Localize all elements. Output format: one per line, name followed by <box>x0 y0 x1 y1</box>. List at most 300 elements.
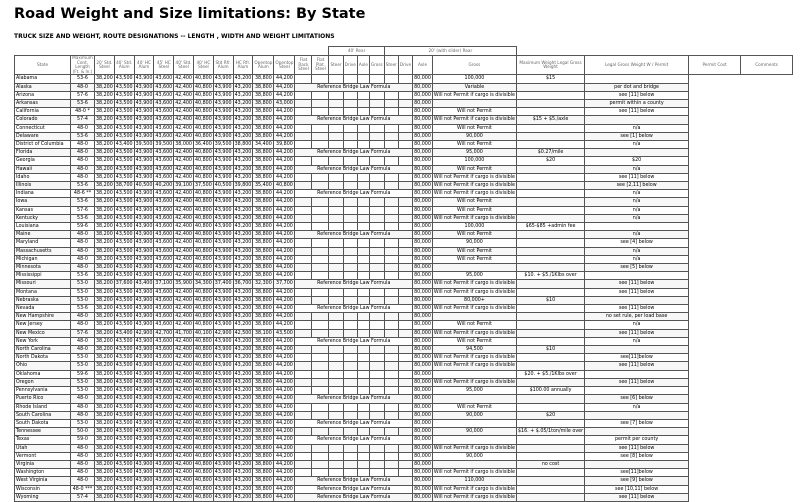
table-cell: 42,400 <box>175 117 192 123</box>
table-cell: 43,600 <box>155 322 173 328</box>
table-cell <box>517 477 585 485</box>
table-cell: 38,200 <box>96 215 113 221</box>
table-cell <box>329 370 343 378</box>
table-cell: 48-0 <box>71 141 95 149</box>
table-cell: 59-6 <box>71 223 95 231</box>
table-row <box>15 214 793 222</box>
table-cell: see [11] below <box>585 173 689 181</box>
table-cell: 43,900 <box>214 379 232 385</box>
table-cell <box>295 362 312 370</box>
table-cell: 38,800 <box>253 247 274 255</box>
table-row <box>15 116 793 124</box>
table-cell <box>384 91 398 99</box>
table-cell: 42,400 <box>175 429 192 435</box>
table-cell <box>384 288 398 296</box>
table-cell <box>312 214 329 222</box>
table-cell: 38,200 <box>96 142 113 147</box>
table-cell <box>312 469 329 477</box>
table-cell: 43,600 <box>155 371 173 377</box>
table-cell <box>329 99 343 107</box>
table-cell: 43,900 <box>214 84 232 90</box>
table-cell: 39,500 <box>155 142 173 147</box>
table-cell: 43,200 <box>234 486 252 492</box>
table-cell: 42,400 <box>175 297 192 303</box>
state-cell: District of Columbia <box>15 141 71 149</box>
table-cell: see [1] below <box>585 132 689 140</box>
table-cell <box>517 173 585 181</box>
column-header: Flat Plat. Steel <box>312 56 329 75</box>
table-cell <box>517 444 585 452</box>
table-cell: 38,800 <box>253 149 274 157</box>
table-cell <box>384 206 398 214</box>
table-cell: 43,900 <box>135 371 153 377</box>
table-cell: 40,800 <box>194 470 212 476</box>
table-cell: 43,500 <box>115 92 133 98</box>
table-cell: 40,800 <box>194 347 212 353</box>
table-cell: 40,800 <box>194 453 212 459</box>
state-cell: Pennsylvania <box>15 387 71 395</box>
table-cell: see [4] below <box>585 239 689 247</box>
table-cell: n/a <box>585 255 689 263</box>
table-cell <box>517 247 585 255</box>
table-cell: 43,900 <box>214 388 232 394</box>
table-cell <box>312 444 329 452</box>
table-cell <box>357 223 369 231</box>
table-cell <box>329 313 343 321</box>
table-cell: 38,200 <box>96 371 113 377</box>
table-cell <box>295 198 312 206</box>
table-cell: 38,800 <box>253 370 274 378</box>
table-cell <box>357 387 369 395</box>
table-cell: 43,900 <box>135 314 153 320</box>
table-cell: 43,600 <box>155 470 173 476</box>
table-cell: 80,000 <box>414 273 431 279</box>
table-row <box>15 141 793 149</box>
table-cell: 43,900 <box>135 125 153 131</box>
column-header: HC Rfr. Alum <box>233 56 253 75</box>
table-cell <box>357 157 369 165</box>
table-cell <box>369 354 384 362</box>
table-cell: Reference Bridge Law Formula <box>295 190 413 198</box>
table-cell: 90,000 <box>432 132 516 140</box>
column-header: Gross <box>432 56 516 75</box>
table-cell: 43,500 <box>115 363 133 369</box>
table-cell <box>343 91 357 99</box>
table-cell <box>312 329 329 337</box>
table-row <box>15 444 793 452</box>
table-cell: 43,600 <box>155 363 173 369</box>
table-row <box>15 346 793 354</box>
state-cell: Virginia <box>15 460 71 468</box>
table-cell <box>295 387 312 395</box>
table-row <box>15 108 793 116</box>
table-cell: 43,500 <box>115 420 133 426</box>
table-cell: $100.00 annually <box>517 387 585 395</box>
table-cell: Reference Bridge Law Formula <box>295 493 413 501</box>
table-cell: Reference Bridge Law Formula <box>295 436 413 444</box>
table-cell: 43,900 <box>214 158 232 164</box>
table-cell <box>585 149 689 157</box>
table-cell: 37,700 <box>274 280 295 288</box>
table-cell <box>312 264 329 272</box>
table-cell: 42,400 <box>175 248 192 254</box>
table-cell <box>329 141 343 149</box>
table-cell <box>295 288 312 296</box>
table-cell: 43,900 <box>135 224 153 230</box>
table-cell: 53-0 <box>71 296 95 304</box>
table-cell: 40,800 <box>194 174 212 180</box>
table-cell: 80,000 <box>414 174 431 180</box>
table-cell: 95,000 <box>432 272 516 280</box>
table-cell: 44,200 <box>274 296 295 304</box>
table-cell <box>517 403 585 411</box>
table-cell: 80,000 <box>414 338 431 344</box>
table-row <box>15 469 793 477</box>
table-cell: 43,600 <box>155 199 173 205</box>
table-cell <box>384 362 398 370</box>
table-cell <box>357 354 369 362</box>
table-cell: 42,400 <box>175 371 192 377</box>
table-cell: 43,600 <box>155 314 173 320</box>
table-cell: $16. + $.05/1ton/mile over <box>518 429 584 435</box>
table-cell: 44,200 <box>274 354 295 362</box>
table-cell: Will not Permit if cargo is divisible <box>433 379 515 385</box>
table-cell: 38,200 <box>96 232 113 238</box>
table-cell: 38,200 <box>96 461 113 467</box>
table-cell <box>295 124 312 132</box>
table-cell: 44,200 <box>274 411 295 419</box>
table-cell: 95,000 <box>432 387 516 395</box>
table-cell: 40,800 <box>194 150 212 156</box>
table-row <box>15 157 793 165</box>
table-cell <box>343 370 357 378</box>
table-cell: 40,800 <box>194 199 212 205</box>
table-cell <box>369 173 384 181</box>
table-cell: 44,200 <box>274 91 295 99</box>
table-row <box>15 190 793 198</box>
table-cell: 40,800 <box>194 314 212 320</box>
table-cell: 43,600 <box>155 109 173 115</box>
table-cell <box>329 239 343 247</box>
table-cell: 38,200 <box>96 379 113 385</box>
table-cell <box>329 329 343 337</box>
table-cell: 43,200 <box>234 478 252 484</box>
table-cell <box>384 411 398 419</box>
table-cell <box>343 173 357 181</box>
table-cell: 43,900 <box>135 420 153 426</box>
table-cell <box>398 444 412 452</box>
table-cell <box>369 124 384 132</box>
table-cell: 43,900 <box>214 371 232 377</box>
table-cell: 43,200 <box>234 248 252 254</box>
table-cell <box>517 124 585 132</box>
table-cell: 80,000+ <box>432 296 516 304</box>
table-cell <box>369 329 384 337</box>
table-cell: 43,500 <box>115 166 133 172</box>
table-cell <box>517 132 585 140</box>
table-cell: 43,500 <box>115 453 133 459</box>
table-cell: no cost <box>517 460 585 468</box>
table-cell: 43,500 <box>115 76 133 82</box>
table-cell: 38,200 <box>96 158 113 164</box>
table-row <box>15 165 793 173</box>
table-cell: 44,200 <box>274 403 295 411</box>
table-cell: 43,900 <box>214 445 232 451</box>
table-cell: 43,200 <box>234 461 252 467</box>
table-cell: 38,200 <box>96 363 113 369</box>
table-cell <box>357 428 369 436</box>
table-cell: 40,800 <box>194 429 212 435</box>
table-cell: 38,800 <box>253 75 274 83</box>
table-cell: 43,600 <box>155 379 173 385</box>
table-cell <box>343 346 357 354</box>
table-cell: 42,400 <box>175 338 192 344</box>
table-cell <box>517 141 585 149</box>
table-cell: 48-0 <box>71 83 95 91</box>
table-row <box>15 428 793 436</box>
table-cell: 80,000 <box>414 166 431 172</box>
table-cell <box>398 124 412 132</box>
table-cell: 35,400 <box>253 182 274 190</box>
table-cell: n/a <box>585 124 689 132</box>
table-cell: 42,400 <box>175 174 192 180</box>
table-cell: 43,900 <box>135 396 153 402</box>
table-cell <box>329 378 343 386</box>
table-cell <box>384 296 398 304</box>
table-cell: 40,800 <box>194 404 212 410</box>
table-cell <box>369 460 384 468</box>
table-cell: 40,800 <box>194 396 212 402</box>
table-cell: 40,800 <box>194 265 212 271</box>
table-cell: 43,900 <box>135 100 153 106</box>
table-cell: 42,400 <box>175 470 192 476</box>
table-cell: 43,600 <box>155 248 173 254</box>
table-cell: Reference Bridge Law Formula <box>295 477 413 485</box>
table-cell <box>369 214 384 222</box>
table-cell: 40,100 <box>194 330 212 336</box>
table-cell: 38,200 <box>96 109 113 115</box>
table-cell: n/a <box>585 247 689 255</box>
table-cell <box>329 469 343 477</box>
table-cell: 44,200 <box>274 477 295 485</box>
table-cell: 43,900 <box>135 166 153 172</box>
table-cell: 40,800 <box>194 109 212 115</box>
table-cell <box>295 411 312 419</box>
table-cell: n/a <box>585 141 689 149</box>
table-cell <box>295 206 312 214</box>
table-cell: 43,900 <box>214 166 232 172</box>
table-cell <box>343 296 357 304</box>
table-cell: 43,900 <box>214 150 232 156</box>
table-cell: Will not Permit if cargo is divisible <box>433 117 515 123</box>
table-cell: 38,200 <box>96 470 113 476</box>
table-cell: 40,800 <box>194 371 212 377</box>
table-cell: see [11] below <box>585 378 689 386</box>
table-cell: 80,000 <box>414 306 431 312</box>
table-cell: 43,900 <box>214 224 232 230</box>
table-cell: 38,800 <box>253 378 274 386</box>
table-cell: 43,600 <box>155 240 173 246</box>
table-row <box>15 411 793 419</box>
table-cell: 48-0 *** <box>71 485 95 493</box>
table-cell: 80,000 <box>414 117 431 123</box>
table-cell <box>312 428 329 436</box>
table-cell: 43,200 <box>234 76 252 82</box>
table-cell: 44,200 <box>274 378 295 386</box>
table-cell: 40,800 <box>194 363 212 369</box>
table-cell: 43,900 <box>214 396 232 402</box>
table-cell: 53-6 <box>71 75 95 83</box>
table-cell <box>343 460 357 468</box>
table-cell: 38,800 <box>253 206 274 214</box>
table-cell <box>585 428 689 436</box>
table-cell: 43,500 <box>115 478 133 484</box>
table-cell: 43,200 <box>234 166 252 172</box>
table-cell: see [11] below <box>585 444 689 452</box>
table-cell: 43,900 <box>135 388 153 394</box>
table-cell: 42,400 <box>175 355 192 361</box>
table-cell: 80,000 <box>414 420 431 426</box>
table-cell <box>343 428 357 436</box>
table-cell: 43,900 <box>135 338 153 344</box>
table-cell <box>329 91 343 99</box>
table-cell: 40,800 <box>194 437 212 443</box>
table-cell: 43,500 <box>115 191 133 197</box>
state-cell: Utah <box>15 444 71 452</box>
table-cell: $0.27/mile <box>517 149 585 157</box>
table-cell: 42,400 <box>175 478 192 484</box>
table-cell: 44,200 <box>274 485 295 493</box>
table-cell <box>398 296 412 304</box>
table-row <box>15 223 793 231</box>
table-cell: 42,400 <box>175 461 192 467</box>
table-cell <box>343 411 357 419</box>
table-cell: 80,000 <box>414 207 431 213</box>
table-cell: 43,900 <box>135 158 153 164</box>
table-cell <box>329 198 343 206</box>
table-cell: 43,900 <box>214 207 232 213</box>
table-cell: 43,600 <box>155 191 173 197</box>
column-header: 40' HC Alum <box>134 56 154 75</box>
table-cell: Reference Bridge Law Formula <box>295 165 413 173</box>
table-cell: $20 <box>585 157 689 165</box>
table-cell <box>398 469 412 477</box>
table-cell: 43,900 <box>214 404 232 410</box>
table-cell <box>517 108 585 116</box>
table-cell <box>329 272 343 280</box>
table-cell: 43,900 <box>214 420 232 426</box>
state-cell: West Virginia <box>15 477 71 485</box>
table-cell: 43,600 <box>155 289 173 295</box>
table-cell: 80,000 <box>414 355 431 361</box>
table-cell: 43,500 <box>115 174 133 180</box>
table-cell <box>585 460 689 468</box>
table-cell: 43,200 <box>234 412 252 418</box>
table-cell: 38,800 <box>253 255 274 263</box>
table-row <box>15 182 793 190</box>
table-cell <box>312 321 329 329</box>
table-cell: 43,900 <box>214 453 232 459</box>
table-cell: 43,900 <box>135 429 153 435</box>
state-cell: Puerto Rico <box>15 395 71 403</box>
table-row <box>15 493 793 501</box>
table-cell: 43,900 <box>135 256 153 262</box>
table-cell: 42,400 <box>175 314 192 320</box>
table-cell: 43,200 <box>234 379 252 385</box>
table-cell <box>517 280 585 288</box>
table-cell <box>295 370 312 378</box>
table-cell: 44,200 <box>274 75 295 83</box>
table-cell: 43,500 <box>115 306 133 312</box>
table-cell: 42,400 <box>175 306 192 312</box>
table-cell: 38,200 <box>96 445 113 451</box>
table-cell: 40,800 <box>194 388 212 394</box>
table-cell: 40,800 <box>194 256 212 262</box>
table-cell: 38,200 <box>96 166 113 172</box>
table-cell: 43,200 <box>234 215 252 221</box>
table-cell <box>369 206 384 214</box>
table-cell: 43,900 <box>135 322 153 328</box>
table-cell <box>357 469 369 477</box>
state-cell: Montana <box>15 288 71 296</box>
table-row <box>15 231 793 239</box>
table-cell <box>295 354 312 362</box>
table-cell: 42,400 <box>175 240 192 246</box>
table-cell <box>343 198 357 206</box>
table-cell: 38,200 <box>96 248 113 254</box>
table-cell: 43,500 <box>115 437 133 443</box>
table-cell: 43,200 <box>234 314 252 320</box>
table-cell: Reference Bridge Law Formula <box>295 149 413 157</box>
table-cell: 43,900 <box>214 117 232 123</box>
table-cell <box>517 99 585 107</box>
table-cell: Will not Permit if cargo is divisible <box>433 215 515 221</box>
table-cell <box>384 239 398 247</box>
table-cell <box>369 444 384 452</box>
table-row <box>15 149 793 157</box>
table-cell: 48-0 <box>71 231 95 239</box>
table-cell <box>295 132 312 140</box>
state-cell: New Mexico <box>15 329 71 337</box>
state-cell: Delaware <box>15 132 71 140</box>
table-cell: 43,000 <box>274 99 295 107</box>
table-cell <box>312 223 329 231</box>
table-cell: Will not Permit if cargo is divisible <box>433 330 515 336</box>
table-cell <box>369 272 384 280</box>
table-cell: 40,800 <box>194 461 212 467</box>
table-cell: 80,000 <box>414 158 431 164</box>
table-cell <box>585 411 689 419</box>
table-cell: 43,900 <box>135 470 153 476</box>
table-cell <box>369 108 384 116</box>
table-cell <box>369 387 384 395</box>
table-cell: 43,600 <box>155 273 173 279</box>
table-cell: 48-0 <box>71 460 95 468</box>
state-cell: Indiana <box>15 190 71 198</box>
table-cell <box>384 264 398 272</box>
table-cell: 38,200 <box>96 347 113 353</box>
table-cell: 43,900 <box>214 461 232 467</box>
table-row <box>15 387 793 395</box>
table-cell: 43,200 <box>234 363 252 369</box>
table-cell <box>295 296 312 304</box>
table-cell: 43,900 <box>214 215 232 221</box>
table-cell: 53-0 <box>71 288 95 296</box>
table-cell: 38,200 <box>96 265 113 271</box>
table-cell <box>343 124 357 132</box>
table-cell: 44,200 <box>274 469 295 477</box>
table-cell: 38,200 <box>96 133 113 139</box>
